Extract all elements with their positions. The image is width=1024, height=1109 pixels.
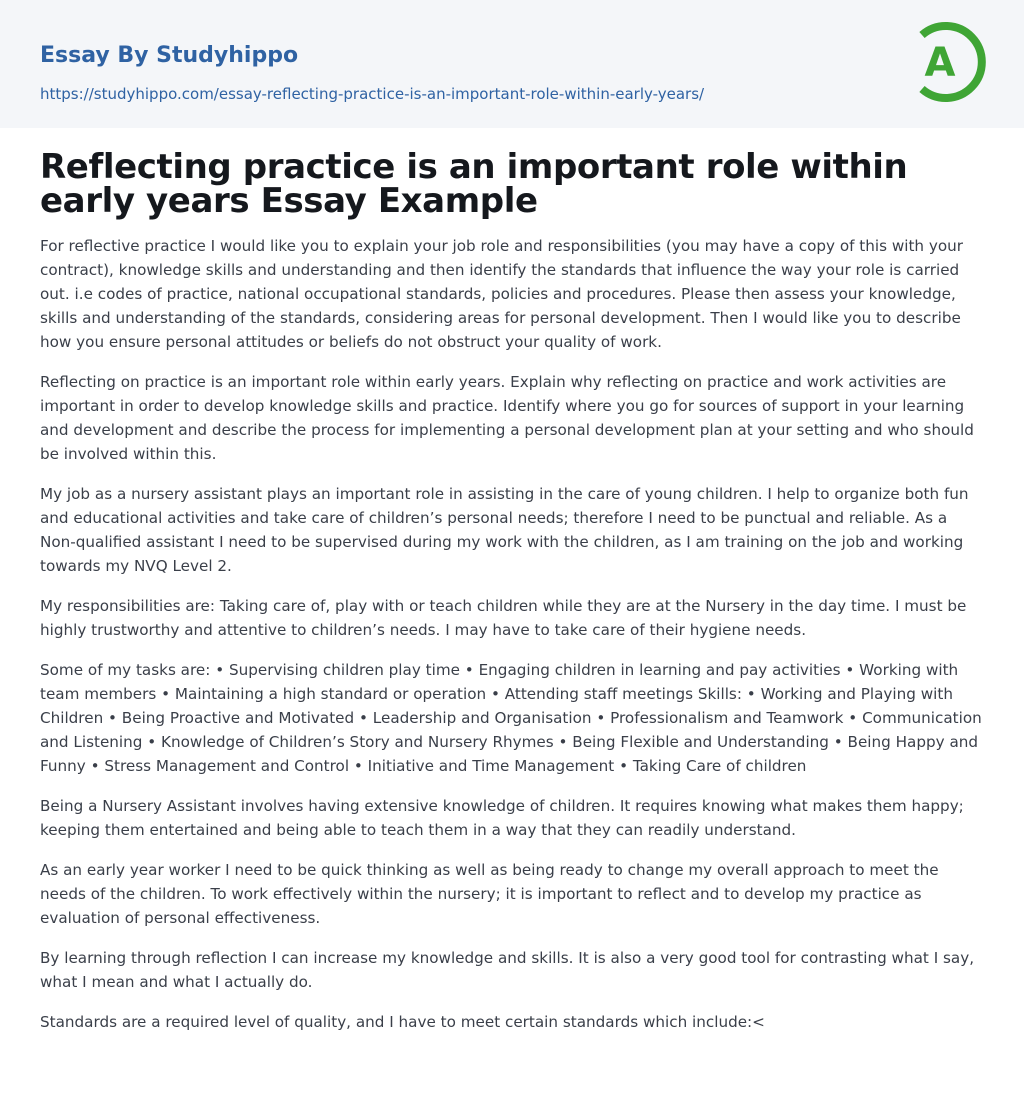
paragraph: Being a Nursery Assistant involves having extensive knowledge of children. It requires knowing what makes them happy; keeping them entertained and being able to teach them in a way that they can readily understand. <box>40 797 964 839</box>
article <box>40 147 986 1050</box>
site-header <box>0 0 1024 128</box>
paragraph: Reflecting on practice is an important role within early years. Explain why reflecting on practice and work activities are important in order to develop knowledge skills and practice. Identify where you go for sources of support in your learning and development and describe the process for implementing a personal development plan at your setting and who should be involved within this. <box>40 373 974 463</box>
logo-letter: A <box>924 40 956 86</box>
site-title[interactable]: Essay By Studyhippo <box>40 43 299 68</box>
paragraph: My job as a nursery assistant plays an important role in assisting in the care of young children. I help to organize both fun and educational activities and take care of children’s personal needs; therefore I need to be punctual and reliable. As a Non-qualified assistant I need to be supervised during my work with the children, as I am training on the job and working towards my NVQ Level 2. <box>40 485 969 575</box>
paragraph: For reflective practice I would like you to explain your job role and responsibilities (you may have a copy of this with your contract), knowledge skills and understanding and then identify the standards that influence the way your role is carried out. i.e codes of practice, national occupational standards, policies and procedures. Please then assess your knowledge, skills and understanding of the standards, considering areas for personal development. Then I would like you to describe how you ensure personal attitudes or beliefs do not obstruct your quality of work. <box>40 237 964 351</box>
source-url-link[interactable]: https://studyhippo.com/essay-reflecting-practice-is-an-important-role-within-early-years/ <box>40 85 705 103</box>
paragraph: Some of my tasks are: • Supervising children play time • Engaging children in learning and pay activities • Working with team members • Maintaining a high standard or operation • Attending staff meetings Skills: • Working and Playing with Children • Being Proactive and Motivated • Leadership and Organisation • Professionalism and Teamwork • Communication and Listening • Knowledge of Children’s Story and Nursery Rhymes • Being Flexible and Understanding • Being Happy and Funny • Stress Management and Control • Initiative and Time Management • Taking Care of children <box>40 661 982 775</box>
paragraph: As an early year worker I need to be quick thinking as well as being ready to change my overall approach to meet the needs of the children. To work effectively within the nursery; it is important to reflect and to develop my practice as evaluation of personal effectiveness. <box>40 861 939 927</box>
paragraph: My responsibilities are: Taking care of, play with or teach children while they are at the Nursery in the day time. I must be highly trustworthy and attentive to children’s needs. I may have to take care of their hygiene needs. <box>40 597 967 639</box>
studyhippo-logo-icon[interactable] <box>908 18 988 106</box>
paragraph: Standards are a required level of quality, and I have to meet certain standards which include:< <box>40 1013 765 1031</box>
paragraph: By learning through reflection I can increase my knowledge and skills. It is also a very good tool for contrasting what I say, what I mean and what I actually do. <box>40 949 975 991</box>
page-title: Reflecting practice is an important role within early years Essay Example <box>40 147 908 221</box>
